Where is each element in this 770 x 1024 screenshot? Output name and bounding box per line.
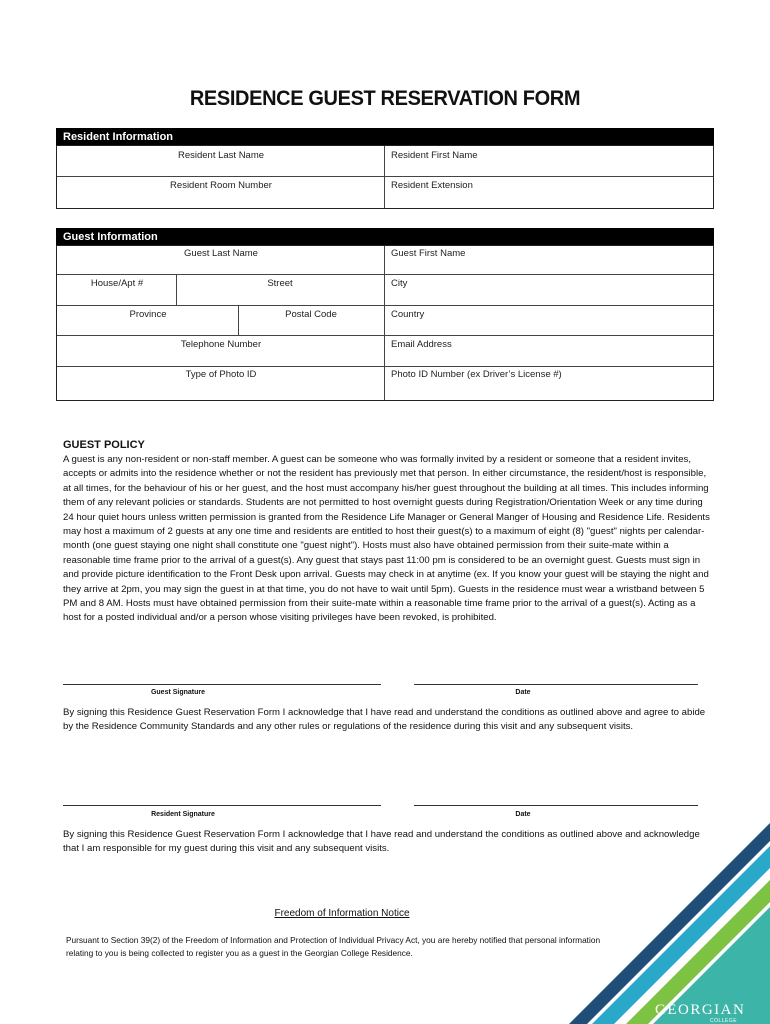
photo-id-type-field[interactable]: Type of Photo ID — [185, 369, 257, 380]
country-field[interactable]: Country — [391, 309, 425, 320]
resident-room-number-field[interactable]: Resident Room Number — [170, 180, 272, 191]
guest-signature-label: Guest Signature — [150, 689, 206, 696]
policy-heading: GUEST POLICY — [63, 439, 145, 451]
georgian-logo-sub: COLLEGE — [710, 1018, 738, 1024]
georgian-logo: GEORGIAN — [655, 1002, 746, 1018]
policy-text: A guest is any non-resident or non-staff member. A guest can be someone who was formally invited by a resident or someone that a resident invites, accepts or admits into the residence whether or not the resident has previously met that person. In either circumstance, the resident/host is responsible, at all times, for the behaviour of his or her guest, and the host must accompany his/her guest throughout the building at all times. This includes informing them of any relevant policies or standards. Students are not permitted to host overnight guests during Registration/Orientation Week or any time during 24 hour quiet hours unless written permission is granted from the Residence Life Manager or General Manger of Housing and Residence Life. Residents may host a maximum of 2 guests at any one time and residents are entitled to host their guest(s) to a maximum of eight (8) "guest" nights per calendar-month (one guest staying one night shall constitute one "guest night"). Hosts must also have obtained permission from their suite-mate within a reasonable time frame prior to the arrival of a guest(s). Any guest that stays past 11:00 pm is considered to be an overnight guest. Guests must sign in and provide picture identification to the Front Desk upon arrival. Guests may check in at anytime (ex. If you know your guest will be staying the night and they arrive at 2pm, you may sign the guest in at that time, you do not have to wait until 5pm). Guests in the residence must wear a wristband between 5 PM and 8 AM. Hosts must have obtained permission from their suite-mate within a reasonable time frame prior to the arrival of a guest(s). Acting as a host for a posted individual and/or a person whose visiting privileges have been revoked, is prohibited. — [63, 454, 710, 624]
telephone-field[interactable]: Telephone Number — [180, 339, 262, 350]
resident-acknowledgement: By signing this Residence Guest Reservation Form I acknowledge that I have read and understand the conditions as outlined above and acknowledge that I am responsible for my guest during this visit and any subsequent visits. — [63, 829, 700, 855]
resident-extension-field[interactable]: Resident Extension — [391, 180, 473, 191]
form-title: RESIDENCE GUEST RESERVATION FORM — [189, 86, 581, 110]
foi-text: Pursuant to Section 39(2) of the Freedom of Information and Protection of Individual Privacy Act, you are hereby notified that personal information relating to you is being collected to register you as a guest in the Georgian College Residence. — [66, 935, 601, 958]
guest-date-label: Date — [515, 689, 531, 696]
resident-last-name-field[interactable]: Resident Last Name — [177, 150, 265, 161]
foi-heading: Freedom of Information Notice — [274, 908, 410, 919]
resident-date-label: Date — [515, 811, 531, 818]
postal-code-field[interactable]: Postal Code — [285, 309, 337, 320]
city-field[interactable]: City — [391, 278, 408, 289]
photo-id-number-field[interactable]: Photo ID Number (ex Driver’s License #) — [391, 369, 562, 380]
guest-acknowledgement: By signing this Residence Guest Reservation Form I acknowledge that I have read and understand the conditions as outlined above and agree to abide by the Residence Community Standards and any other rules or regulations of the residence during this visit and any subsequent visits. — [63, 707, 706, 733]
resident-info-heading: Resident Information — [56, 128, 714, 146]
guest-info-heading: Guest Information — [56, 228, 714, 246]
house-apt-field[interactable]: House/Apt # — [90, 278, 144, 289]
street-field[interactable]: Street — [267, 278, 293, 289]
guest-last-name-field[interactable]: Guest Last Name — [184, 248, 258, 259]
province-field[interactable]: Province — [129, 309, 167, 320]
resident-first-name-field[interactable]: Resident First Name — [391, 150, 478, 161]
guest-first-name-field[interactable]: Guest First Name — [391, 248, 466, 259]
resident-signature-label: Resident Signature — [151, 811, 215, 818]
email-field[interactable]: Email Address — [391, 339, 452, 350]
